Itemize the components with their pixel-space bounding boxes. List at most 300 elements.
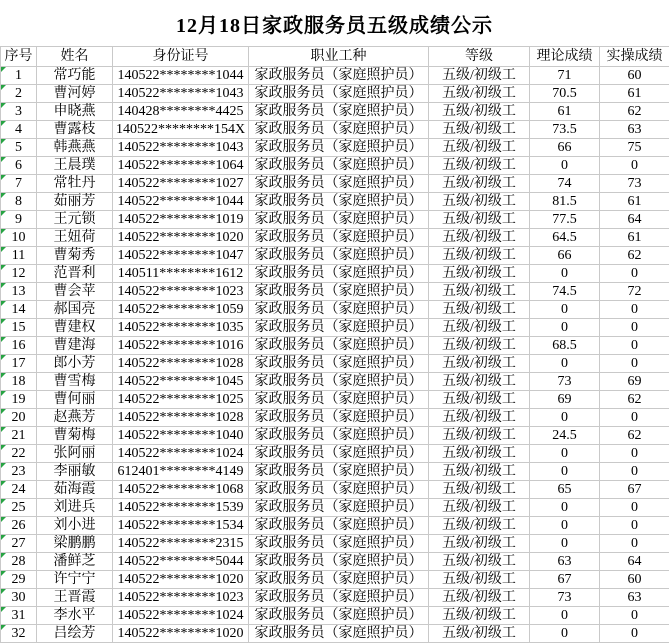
cell-practical[interactable] [600, 553, 669, 571]
cell-occupation[interactable] [249, 517, 429, 535]
cell-name[interactable] [37, 265, 113, 283]
error-indicator-icon [1, 445, 6, 450]
cell-text: 赵燕芳 [53, 410, 96, 425]
cell-occupation[interactable] [249, 139, 429, 157]
cell-seq[interactable] [1, 247, 37, 265]
cell-theory[interactable] [530, 409, 600, 427]
cell-seq[interactable] [1, 499, 37, 517]
cell-seq[interactable] [1, 229, 37, 247]
cell-practical[interactable] [600, 157, 669, 175]
cell-occupation[interactable] [249, 175, 429, 193]
cell-name[interactable] [37, 607, 113, 625]
header-occupation[interactable]: 职业工种 [249, 47, 429, 67]
cell-practical[interactable] [600, 625, 669, 643]
cell-occupation[interactable] [249, 607, 429, 625]
cell-id[interactable] [113, 445, 249, 463]
cell-text: 五级/初级工 [442, 284, 516, 299]
cell-name[interactable] [37, 193, 113, 211]
cell-text: 61 [627, 194, 642, 209]
cell-level[interactable] [429, 445, 530, 463]
table-row [1, 409, 669, 427]
cell-theory[interactable] [530, 499, 600, 517]
cell-level[interactable] [429, 265, 530, 283]
cell-text: 家政服务员（家庭照护员） [254, 482, 423, 497]
cell-text: 0 [561, 446, 568, 461]
cell-level[interactable] [429, 373, 530, 391]
cell-occupation[interactable] [249, 625, 429, 643]
cell-text: 140522********1043 [117, 140, 244, 155]
cell-name[interactable] [37, 103, 113, 121]
cell-theory[interactable] [530, 175, 600, 193]
cell-theory[interactable] [530, 103, 600, 121]
cell-practical[interactable] [600, 103, 669, 121]
cell-theory[interactable] [530, 247, 600, 265]
cell-name[interactable] [37, 553, 113, 571]
cell-occupation[interactable] [249, 85, 429, 103]
cell-level[interactable] [429, 211, 530, 229]
cell-name[interactable] [37, 481, 113, 499]
cell-theory[interactable] [530, 265, 600, 283]
cell-seq[interactable] [1, 445, 37, 463]
cell-name[interactable] [37, 625, 113, 643]
cell-level[interactable] [429, 247, 530, 265]
cell-seq[interactable] [1, 319, 37, 337]
cell-text: 郝国亮 [53, 302, 96, 317]
cell-name[interactable] [37, 517, 113, 535]
cell-theory[interactable] [530, 301, 600, 319]
cell-name[interactable] [37, 391, 113, 409]
cell-seq[interactable] [1, 67, 37, 85]
cell-seq[interactable] [1, 211, 37, 229]
cell-theory[interactable] [530, 85, 600, 103]
cell-occupation[interactable] [249, 211, 429, 229]
error-indicator-icon [1, 157, 6, 162]
cell-occupation[interactable] [249, 193, 429, 211]
cell-occupation[interactable] [249, 499, 429, 517]
cell-theory[interactable] [530, 211, 600, 229]
cell-theory[interactable] [530, 229, 600, 247]
cell-id[interactable] [113, 85, 249, 103]
cell-theory[interactable] [530, 337, 600, 355]
cell-name[interactable] [37, 301, 113, 319]
cell-practical[interactable] [600, 121, 669, 139]
cell-seq[interactable] [1, 103, 37, 121]
cell-occupation[interactable] [249, 427, 429, 445]
cell-theory[interactable] [530, 121, 600, 139]
cell-text: 家政服务员（家庭照护员） [254, 428, 423, 443]
cell-id[interactable] [113, 535, 249, 553]
cell-practical[interactable] [600, 463, 669, 481]
cell-level[interactable] [429, 319, 530, 337]
table-row [1, 283, 669, 301]
cell-seq[interactable] [1, 553, 37, 571]
cell-seq[interactable] [1, 409, 37, 427]
header-theory[interactable]: 理论成绩 [530, 47, 600, 67]
cell-theory[interactable] [530, 535, 600, 553]
cell-level[interactable] [429, 103, 530, 121]
cell-occupation[interactable] [249, 247, 429, 265]
cell-occupation[interactable] [249, 463, 429, 481]
cell-practical[interactable] [600, 481, 669, 499]
cell-name[interactable] [37, 247, 113, 265]
cell-theory[interactable] [530, 157, 600, 175]
cell-name[interactable] [37, 463, 113, 481]
cell-text: 140522********1016 [117, 338, 244, 353]
cell-level[interactable] [429, 535, 530, 553]
cell-level[interactable] [429, 193, 530, 211]
cell-practical[interactable] [600, 445, 669, 463]
cell-text: 13 [11, 284, 26, 299]
cell-theory[interactable] [530, 625, 600, 643]
cell-practical[interactable] [600, 175, 669, 193]
error-indicator-icon [1, 139, 6, 144]
cell-text: 曹菊秀 [53, 248, 96, 263]
table-row [1, 211, 669, 229]
cell-practical[interactable] [600, 427, 669, 445]
cell-theory[interactable] [530, 463, 600, 481]
cell-name[interactable] [37, 157, 113, 175]
cell-text: 62 [627, 104, 642, 119]
cell-id[interactable] [113, 193, 249, 211]
header-practical[interactable]: 实操成绩 [600, 47, 669, 67]
cell-id[interactable] [113, 373, 249, 391]
cell-id[interactable] [113, 355, 249, 373]
cell-id[interactable] [113, 283, 249, 301]
cell-id[interactable] [113, 517, 249, 535]
cell-name[interactable] [37, 535, 113, 553]
cell-practical[interactable] [600, 607, 669, 625]
cell-text: 0 [631, 302, 638, 317]
cell-practical[interactable] [600, 301, 669, 319]
cell-seq[interactable] [1, 481, 37, 499]
cell-level[interactable] [429, 229, 530, 247]
cell-practical[interactable] [600, 589, 669, 607]
cell-level[interactable] [429, 67, 530, 85]
cell-text: 69 [627, 374, 642, 389]
cell-seq[interactable] [1, 373, 37, 391]
cell-id[interactable] [113, 247, 249, 265]
cell-practical[interactable] [600, 337, 669, 355]
cell-id[interactable] [113, 589, 249, 607]
cell-id[interactable] [113, 229, 249, 247]
cell-practical[interactable] [600, 265, 669, 283]
cell-theory[interactable] [530, 589, 600, 607]
cell-text: 81.5 [552, 194, 577, 209]
cell-name[interactable] [37, 85, 113, 103]
cell-level[interactable] [429, 355, 530, 373]
cell-seq[interactable] [1, 85, 37, 103]
cell-name[interactable] [37, 445, 113, 463]
cell-occupation[interactable] [249, 157, 429, 175]
header-seq[interactable]: 序号 [1, 47, 37, 67]
cell-practical[interactable] [600, 283, 669, 301]
cell-id[interactable] [113, 409, 249, 427]
cell-text: 五级/初级工 [442, 104, 516, 119]
cell-id[interactable] [113, 103, 249, 121]
cell-practical[interactable] [600, 517, 669, 535]
cell-text: 12 [11, 266, 26, 281]
cell-text: 五级/初级工 [442, 194, 516, 209]
cell-practical[interactable] [600, 247, 669, 265]
cell-seq[interactable] [1, 463, 37, 481]
cell-seq[interactable] [1, 175, 37, 193]
cell-text: 140522********1044 [117, 194, 244, 209]
cell-seq[interactable] [1, 571, 37, 589]
cell-text: 五级/初级工 [442, 410, 516, 425]
cell-occupation[interactable] [249, 301, 429, 319]
header-level[interactable]: 等级 [429, 47, 530, 67]
cell-id[interactable] [113, 499, 249, 517]
error-indicator-icon [1, 391, 6, 396]
cell-seq[interactable] [1, 535, 37, 553]
cell-text: 茹丽芳 [53, 194, 96, 209]
cell-name[interactable] [37, 67, 113, 85]
cell-occupation[interactable] [249, 553, 429, 571]
cell-level[interactable] [429, 553, 530, 571]
cell-name[interactable] [37, 427, 113, 445]
cell-text: 家政服务员（家庭照护员） [254, 500, 423, 515]
cell-level[interactable] [429, 175, 530, 193]
cell-id[interactable] [113, 157, 249, 175]
cell-occupation[interactable] [249, 481, 429, 499]
cell-id[interactable] [113, 211, 249, 229]
cell-text: 家政服务员（家庭照护员） [254, 338, 423, 353]
error-indicator-icon [1, 355, 6, 360]
cell-name[interactable] [37, 409, 113, 427]
cell-occupation[interactable] [249, 121, 429, 139]
cell-occupation[interactable] [249, 229, 429, 247]
cell-level[interactable] [429, 427, 530, 445]
cell-text: 韩燕燕 [53, 140, 96, 155]
cell-text: 五级/初级工 [442, 464, 516, 479]
cell-theory[interactable] [530, 139, 600, 157]
cell-id[interactable] [113, 625, 249, 643]
cell-text: 140522********1025 [117, 392, 244, 407]
table-row [1, 589, 669, 607]
cell-seq[interactable] [1, 355, 37, 373]
cell-name[interactable] [37, 337, 113, 355]
cell-practical[interactable] [600, 211, 669, 229]
cell-text: 王晨璞 [53, 158, 96, 173]
cell-practical[interactable] [600, 319, 669, 337]
cell-level[interactable] [429, 607, 530, 625]
cell-name[interactable] [37, 229, 113, 247]
cell-level[interactable] [429, 517, 530, 535]
cell-occupation[interactable] [249, 355, 429, 373]
cell-id[interactable] [113, 553, 249, 571]
cell-name[interactable] [37, 571, 113, 589]
cell-theory[interactable] [530, 373, 600, 391]
cell-name[interactable] [37, 589, 113, 607]
cell-name[interactable] [37, 175, 113, 193]
cell-text: 0 [561, 410, 568, 425]
table-header [1, 47, 669, 67]
cell-practical[interactable] [600, 571, 669, 589]
cell-practical[interactable] [600, 391, 669, 409]
cell-level[interactable] [429, 625, 530, 643]
cell-practical[interactable] [600, 373, 669, 391]
cell-text: 140522********1045 [117, 374, 244, 389]
cell-seq[interactable] [1, 283, 37, 301]
cell-occupation[interactable] [249, 571, 429, 589]
cell-theory[interactable] [530, 427, 600, 445]
cell-id[interactable] [113, 427, 249, 445]
cell-theory[interactable] [530, 391, 600, 409]
header-id[interactable]: 身份证号 [113, 47, 249, 67]
cell-text: 家政服务员（家庭照护员） [254, 194, 423, 209]
header-name[interactable]: 姓名 [37, 47, 113, 67]
cell-level[interactable] [429, 139, 530, 157]
cell-seq[interactable] [1, 517, 37, 535]
cell-occupation[interactable] [249, 409, 429, 427]
cell-text: 77.5 [552, 212, 577, 227]
cell-name[interactable] [37, 211, 113, 229]
cell-text: 60 [627, 68, 642, 83]
cell-id[interactable] [113, 301, 249, 319]
cell-seq[interactable] [1, 265, 37, 283]
cell-id[interactable] [113, 571, 249, 589]
cell-text: 21 [11, 428, 26, 443]
cell-occupation[interactable] [249, 589, 429, 607]
cell-seq[interactable] [1, 625, 37, 643]
cell-level[interactable] [429, 157, 530, 175]
cell-occupation[interactable] [249, 67, 429, 85]
error-indicator-icon [1, 481, 6, 486]
cell-level[interactable] [429, 481, 530, 499]
cell-name[interactable] [37, 121, 113, 139]
cell-text: 五级/初级工 [442, 302, 516, 317]
cell-text: 郎小芳 [53, 356, 96, 371]
cell-name[interactable] [37, 499, 113, 517]
cell-seq[interactable] [1, 589, 37, 607]
cell-practical[interactable] [600, 193, 669, 211]
cell-seq[interactable] [1, 607, 37, 625]
cell-id[interactable] [113, 481, 249, 499]
cell-seq[interactable] [1, 301, 37, 319]
cell-theory[interactable] [530, 193, 600, 211]
cell-occupation[interactable] [249, 319, 429, 337]
cell-theory[interactable] [530, 319, 600, 337]
cell-practical[interactable] [600, 355, 669, 373]
cell-id[interactable] [113, 337, 249, 355]
cell-level[interactable] [429, 463, 530, 481]
cell-seq[interactable] [1, 157, 37, 175]
cell-text: 140522********1035 [117, 320, 244, 335]
cell-text: 73 [627, 176, 642, 191]
cell-seq[interactable] [1, 193, 37, 211]
cell-level[interactable] [429, 499, 530, 517]
cell-id[interactable] [113, 319, 249, 337]
cell-id[interactable] [113, 463, 249, 481]
cell-name[interactable] [37, 319, 113, 337]
cell-theory[interactable] [530, 607, 600, 625]
cell-theory[interactable] [530, 553, 600, 571]
cell-occupation[interactable] [249, 445, 429, 463]
cell-id[interactable] [113, 121, 249, 139]
cell-text: 五级/初级工 [442, 230, 516, 245]
cell-seq[interactable] [1, 121, 37, 139]
cell-theory[interactable] [530, 67, 600, 85]
cell-practical[interactable] [600, 499, 669, 517]
table-row [1, 121, 669, 139]
cell-name[interactable] [37, 355, 113, 373]
cell-occupation[interactable] [249, 265, 429, 283]
cell-text: 0 [631, 464, 638, 479]
cell-id[interactable] [113, 265, 249, 283]
cell-level[interactable] [429, 589, 530, 607]
cell-text: 家政服务员（家庭照护员） [254, 284, 423, 299]
cell-id[interactable] [113, 607, 249, 625]
cell-practical[interactable] [600, 229, 669, 247]
cell-id[interactable] [113, 391, 249, 409]
cell-text: 72 [627, 284, 642, 299]
cell-name[interactable] [37, 139, 113, 157]
error-indicator-icon [1, 193, 6, 198]
cell-text: 家政服务员（家庭照护员） [254, 626, 423, 641]
cell-practical[interactable] [600, 535, 669, 553]
cell-level[interactable] [429, 337, 530, 355]
cell-level[interactable] [429, 85, 530, 103]
cell-theory[interactable] [530, 445, 600, 463]
page-title[interactable]: 12月18日家政服务员五级成绩公示 [0, 0, 669, 46]
cell-occupation[interactable] [249, 103, 429, 121]
cell-id[interactable] [113, 139, 249, 157]
cell-text: 140522********1020 [117, 626, 244, 641]
cell-theory[interactable] [530, 481, 600, 499]
cell-name[interactable] [37, 373, 113, 391]
cell-text: 家政服务员（家庭照护员） [254, 212, 423, 227]
cell-text: 65 [557, 482, 572, 497]
cell-level[interactable] [429, 409, 530, 427]
cell-seq[interactable] [1, 139, 37, 157]
cell-theory[interactable] [530, 571, 600, 589]
table-row [1, 139, 669, 157]
cell-seq[interactable] [1, 337, 37, 355]
cell-text: 王妞荷 [53, 230, 96, 245]
cell-theory[interactable] [530, 355, 600, 373]
cell-level[interactable] [429, 283, 530, 301]
cell-text: 74 [557, 176, 572, 191]
cell-text: 18 [11, 374, 26, 389]
cell-occupation[interactable] [249, 391, 429, 409]
cell-text: 五级/初级工 [442, 356, 516, 371]
cell-occupation[interactable] [249, 337, 429, 355]
cell-level[interactable] [429, 121, 530, 139]
cell-practical[interactable] [600, 85, 669, 103]
cell-level[interactable] [429, 571, 530, 589]
cell-text: 0 [561, 536, 568, 551]
table-row [1, 445, 669, 463]
cell-theory[interactable] [530, 283, 600, 301]
cell-practical[interactable] [600, 409, 669, 427]
cell-practical[interactable] [600, 139, 669, 157]
cell-id[interactable] [113, 67, 249, 85]
cell-occupation[interactable] [249, 535, 429, 553]
cell-name[interactable] [37, 283, 113, 301]
cell-text: 29 [11, 572, 26, 587]
cell-theory[interactable] [530, 517, 600, 535]
cell-occupation[interactable] [249, 373, 429, 391]
cell-text: 梁鹏鹏 [53, 536, 96, 551]
cell-level[interactable] [429, 301, 530, 319]
cell-id[interactable] [113, 175, 249, 193]
cell-seq[interactable] [1, 391, 37, 409]
cell-level[interactable] [429, 391, 530, 409]
cell-practical[interactable] [600, 67, 669, 85]
cell-occupation[interactable] [249, 283, 429, 301]
cell-text: 五级/初级工 [442, 374, 516, 389]
cell-seq[interactable] [1, 427, 37, 445]
